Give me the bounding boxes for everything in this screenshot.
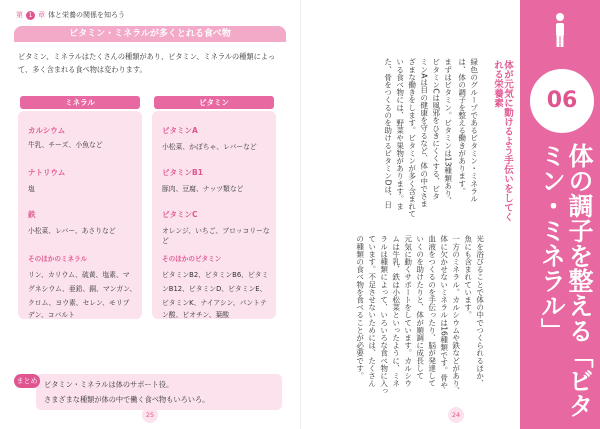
vitamin-name: ビタミンA <box>162 126 198 135</box>
vitamin-foods: 小松菜、かぼちゃ、レバーなど <box>162 143 257 151</box>
page-number-right: 24 <box>448 407 464 423</box>
body-column: いる食べ物には、野菜や果物があります。ま <box>395 58 405 210</box>
mineral-name: カルシウム <box>28 126 66 135</box>
other-minerals-line: リン、カリウム、硫黄、塩素、マ <box>28 271 130 279</box>
body-column: 魚にも含まれています。 <box>463 235 473 319</box>
chapter-suffix: 章 <box>38 11 45 19</box>
mineral-foods: 小松菜、レバー、あさりなど <box>28 227 116 235</box>
mineral-foods: 塩 <box>28 185 35 193</box>
other-vitamins-line: ビタミンK、ナイアシン、パントテ <box>162 299 267 307</box>
vitamins-box <box>152 111 276 319</box>
body-column: ています。不足させないためには、たくさん <box>367 235 377 387</box>
other-vitamins-line: ビタミンB2、ビタミンB6、ビタミ <box>162 271 269 279</box>
body-column: まずはビタミン。ビタミンは13種類あり、 <box>443 58 453 205</box>
section-title-bar <box>14 26 286 42</box>
chapter-prefix: 第 <box>16 11 23 19</box>
other-minerals-label: そのほかのミネラル <box>28 255 88 263</box>
other-minerals-line: デン、コバルト <box>28 311 75 319</box>
body-column: た、骨をつくるのを助けるビタミンDは、日 <box>383 58 393 209</box>
summary-tag: まとめ <box>14 374 40 388</box>
body-column: ざまな働きをします。ビタミンが多く含まれて <box>407 58 417 218</box>
body-column: ムは牛乳、鉄は小松菜といったように、ミネ <box>391 235 401 387</box>
body-column: 元気に動くサポートをしています。カルシウ <box>403 235 413 387</box>
body-column: 光を浴びることで体の中でつくられるほか、 <box>475 235 485 387</box>
section-number-badge <box>527 66 597 136</box>
body-column: いくのを助けたりと、体が順調に成長して <box>415 235 425 380</box>
body-column: ビタミンCは風邪をひきにくくする、ビタ <box>431 58 441 201</box>
intro-text: ビタミン、ミネラルはたくさんの種類があり、ビタミン、ミネラルの種類によって、多く含まれる食べ物は変わります。 <box>18 52 276 74</box>
body-column: ミンAは目の健康を守るなど、体の中でさま <box>419 58 429 208</box>
mineral-name: 鉄 <box>28 210 36 219</box>
mineral-name: ナトリウム <box>28 168 66 177</box>
minerals-box <box>18 111 142 319</box>
main-title: 体の調子を整える「ビタミン・ミネラル」 <box>537 143 594 418</box>
summary-line-2: さまざまな種類が体の中で働く食べ物もいろいろ。 <box>44 395 210 404</box>
body-column: ラルは種類によって、いろいろな食べ物に入っ <box>379 235 389 395</box>
chapter-title: 体と栄養の関係を知ろう <box>48 11 125 19</box>
body-column: 血液をつくるのを手伝ったり、脳が発達して <box>427 235 437 387</box>
minerals-heading: ミネラル <box>20 96 140 109</box>
vitamin-name: ビタミンC <box>162 210 198 219</box>
vitamin-foods: 豚肉、豆腐、ナッツ類など <box>162 185 244 193</box>
other-vitamins-line: ンB12、ビタミンD、ビタミンE、 <box>162 285 267 293</box>
person-icon <box>550 12 570 52</box>
page-number-left: 25 <box>142 407 158 423</box>
vitamins-heading: ビタミン <box>154 96 274 109</box>
body-column: 体に欠かせないミネラルは16種類です。骨や <box>439 235 449 390</box>
chapter-number: 1 <box>26 11 35 20</box>
chapter-header <box>16 10 125 20</box>
mineral-foods: 牛乳、チーズ、小魚など <box>28 141 103 149</box>
sub-heading: 体が元気に動けるよう手伝いをしてくれる栄養素 <box>491 60 513 222</box>
body-column: 緑色のグループであるビタミン・ミネラル <box>469 58 479 203</box>
vitamin-foods: オレンジ、いちご、ブロッコリーなど <box>162 227 270 245</box>
other-vitamins-line: ン酸、ビオチン、葉酸 <box>162 311 230 319</box>
other-vitamins-label: そのほかのビタミン <box>162 255 222 263</box>
section-title: ビタミン・ミネラルが多くとれる食べ物 <box>69 29 231 39</box>
body-column: の種類の食べ物を食べることが必要です。 <box>355 235 365 380</box>
section-number: 06 <box>546 88 578 113</box>
body-column: は、体の調子を整える働きがあります。 <box>457 58 467 195</box>
other-minerals-line: クロム、ヨウ素、セレン、モリブ <box>28 299 130 307</box>
other-minerals-line: グネシウム、亜鉛、銅、マンガン、 <box>28 285 137 293</box>
vitamin-name: ビタミンB1 <box>162 168 203 177</box>
summary-line-1: ビタミン・ミネラルは体のサポート役。 <box>44 380 174 389</box>
body-column: 一方のミネラル。カルシウムや鉄などがあり、 <box>451 235 461 395</box>
